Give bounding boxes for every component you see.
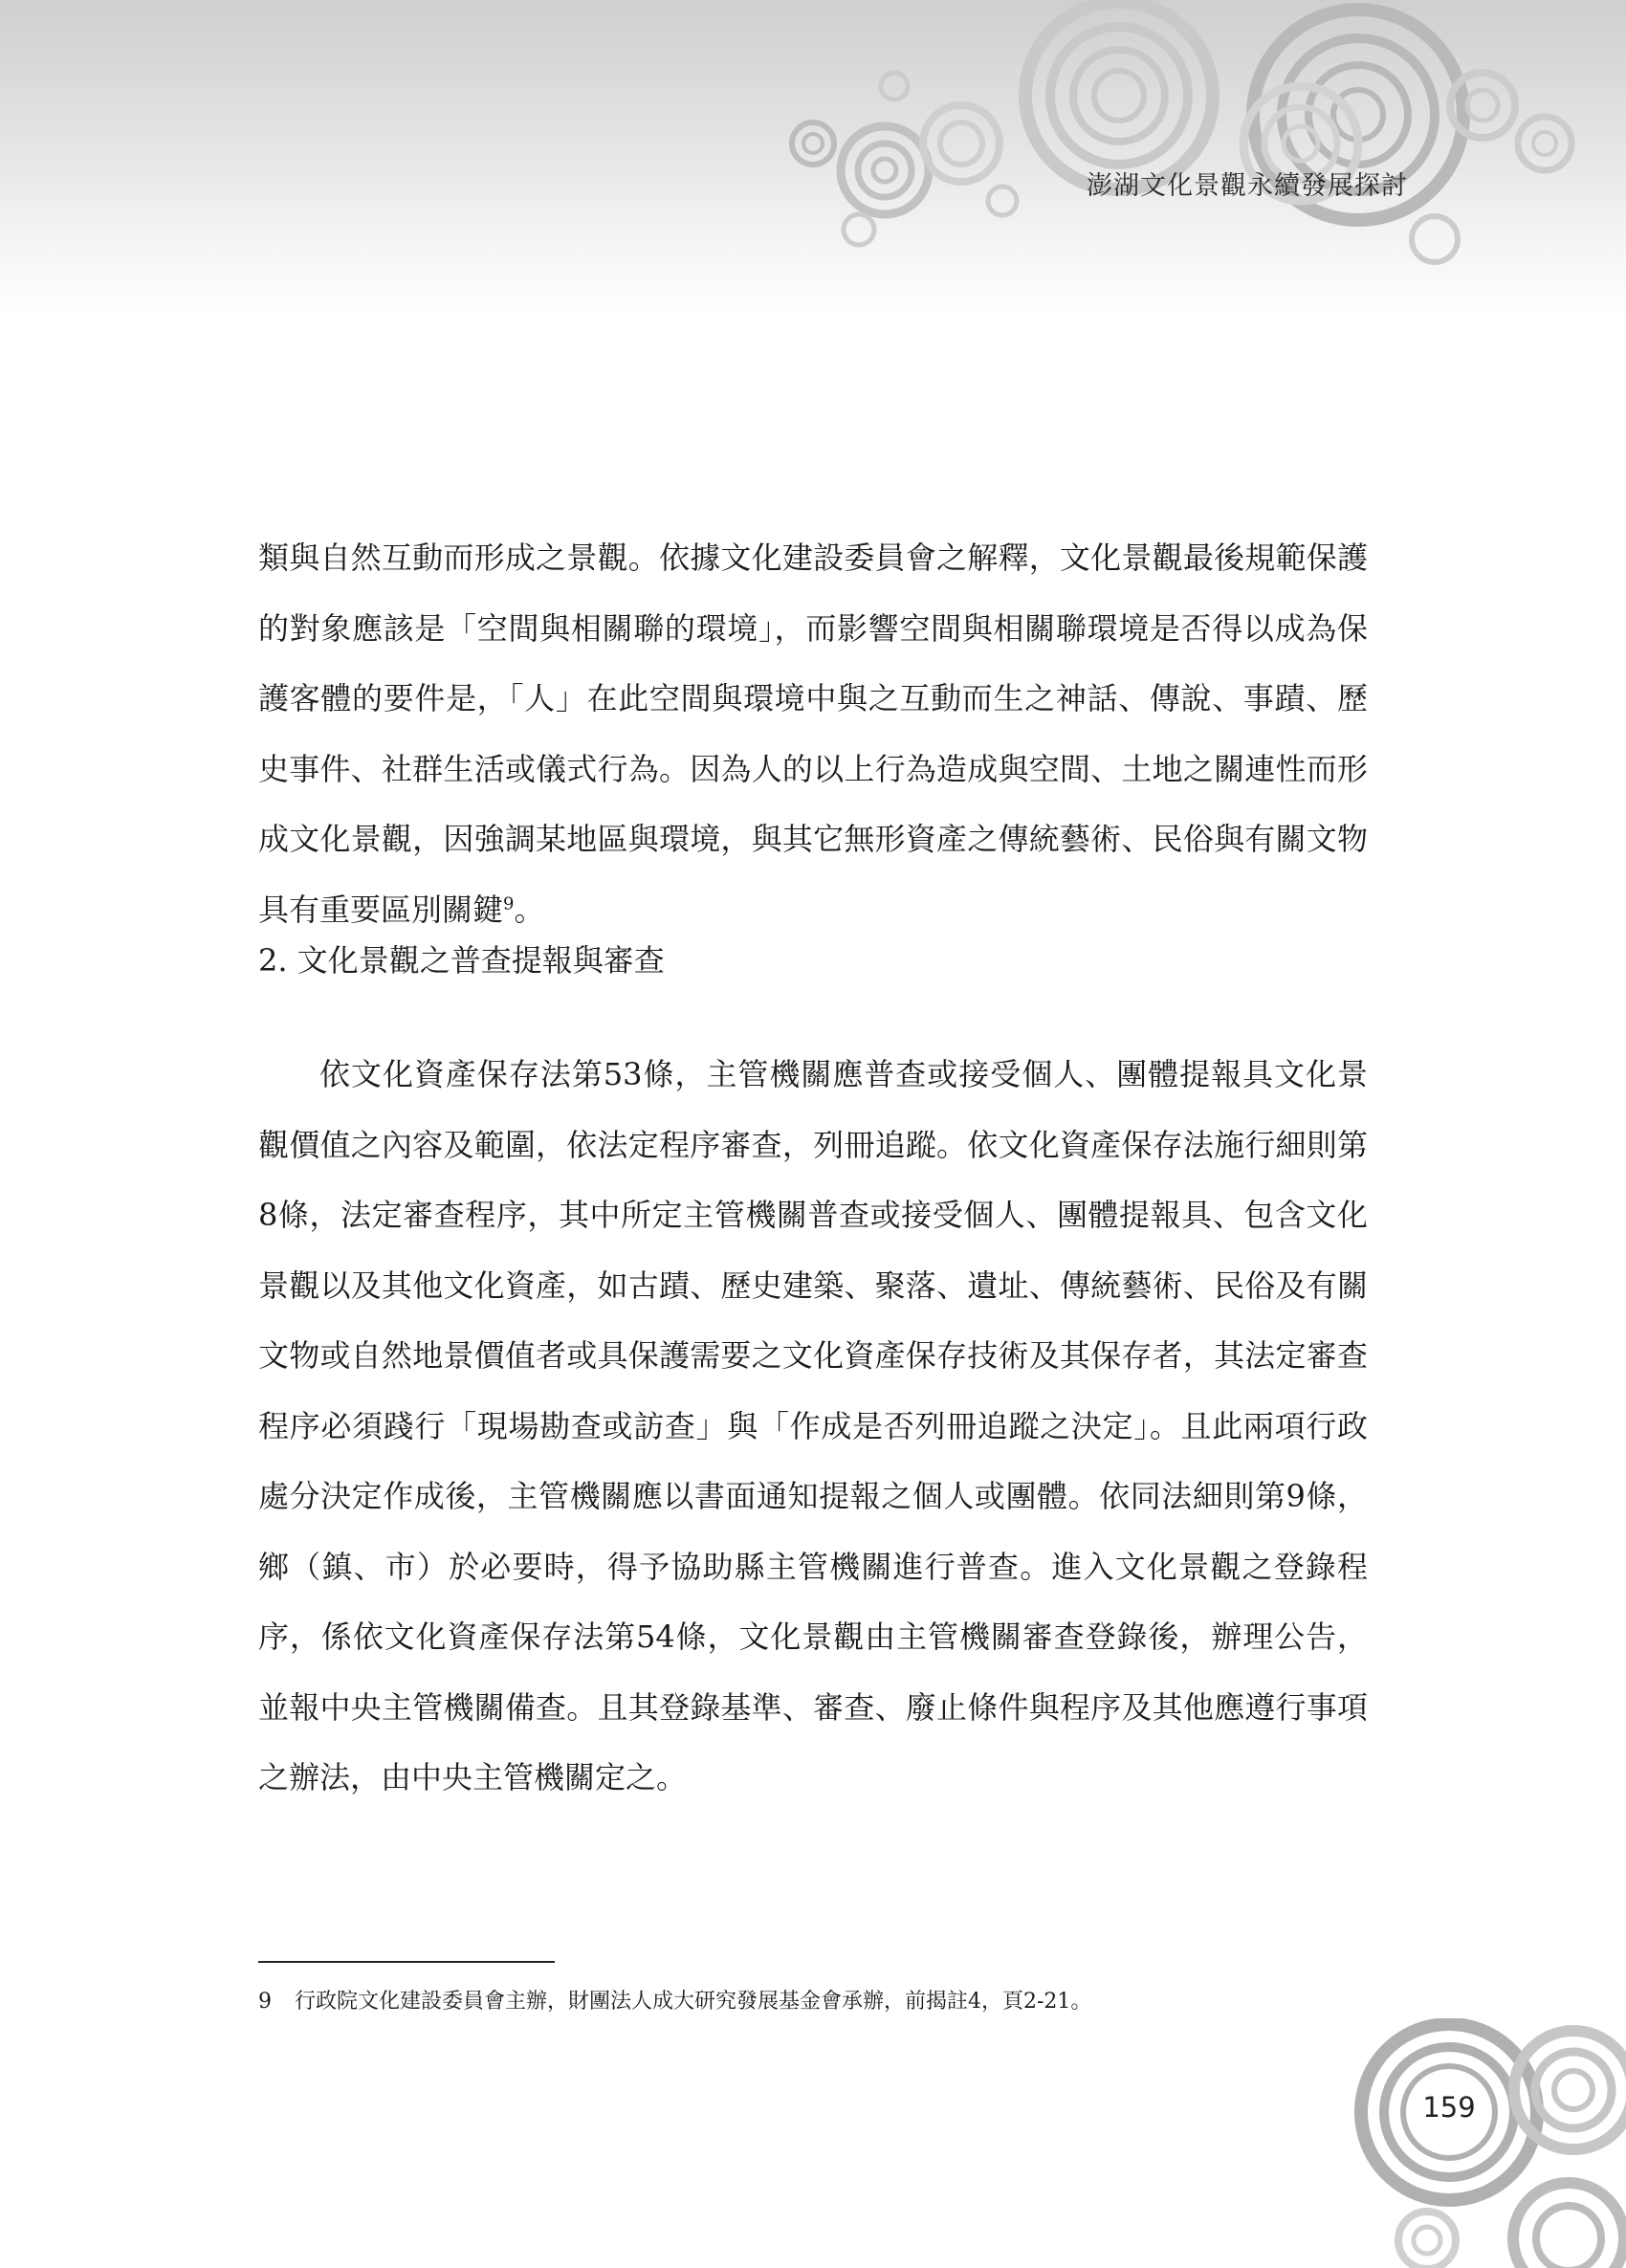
footnote-number: 9 <box>258 1990 272 2014</box>
footnote-reference: 9 <box>503 892 515 914</box>
running-title: 澎湖文化景觀永續發展探討 <box>1087 171 1408 201</box>
decorative-circles-corner <box>1339 2018 1626 2268</box>
footnote <box>258 1986 1368 2018</box>
footnote-text: 行政院文化建設委員會主辦，財團法人成大研究發展基金會承辦，前揭註4，頁2-21。 <box>295 1990 1092 2014</box>
paragraph-1-end: 。 <box>514 891 545 928</box>
body-paragraph-2 <box>258 1040 1368 1814</box>
section-heading: 2. 文化景觀之普查提報與審查 <box>258 942 665 979</box>
paragraph-1-text: 類與自然互動而形成之景觀。依據文化建設委員會之解釋，文化景觀最後規範保護的對象應該是「空間與相關聯的環境」，而影響空間與相關聯環境是否得以成為保護客體的要件是，「人」在此空間與環境中與之互動而生之神話、傳說、事蹟、歷史事件、社群生活或儀式行為。因為人的以上行為造成與空間、土地之關連性而形成文化景觀，因強調某地區與環境，與其它無形資產之傳統藝術、民俗與有關文物具有重要區別關鍵 <box>258 539 1368 928</box>
page-number: 159 <box>1422 2091 1476 2124</box>
paragraph-2-text: 依文化資產保存法第53條，主管機關應普查或接受個人、團體提報具文化景觀價值之內容及範圍，依法定程序審查，列冊追蹤。依文化資產保存法施行細則第8條，法定審查程序，其中所定主管機關普查或接受個人、團體提報具、包含文化景觀以及其他文化資產，如古蹟、歷史建築、聚落、遺址、傳統藝術、民俗及有關文物或自然地景價值者或具保護需要之文化資產保存技術及其保存者，其法定審查程序必須踐行「現場勘查或訪查」與「作成是否列冊追蹤之決定」。且此兩項行政處分決定作成後，主管機關應以書面通知提報之個人或團體。依同法細則第9條，鄉（鎮、市）於必要時，得予協助縣主管機關進行普查。進入文化景觀之登錄程序，係依文化資產保存法第54條，文化景觀由主管機關審查登錄後，辦理公告，並報中央主管機關備查。且其登錄基準、審查、廢止條件與程序及其他應遵行事項之辦法，由中央主管機關定之。 <box>258 1056 1368 1795</box>
footnote-divider <box>258 1961 555 1963</box>
decorative-circles-header <box>746 0 1626 316</box>
body-paragraph-1 <box>258 523 1368 945</box>
